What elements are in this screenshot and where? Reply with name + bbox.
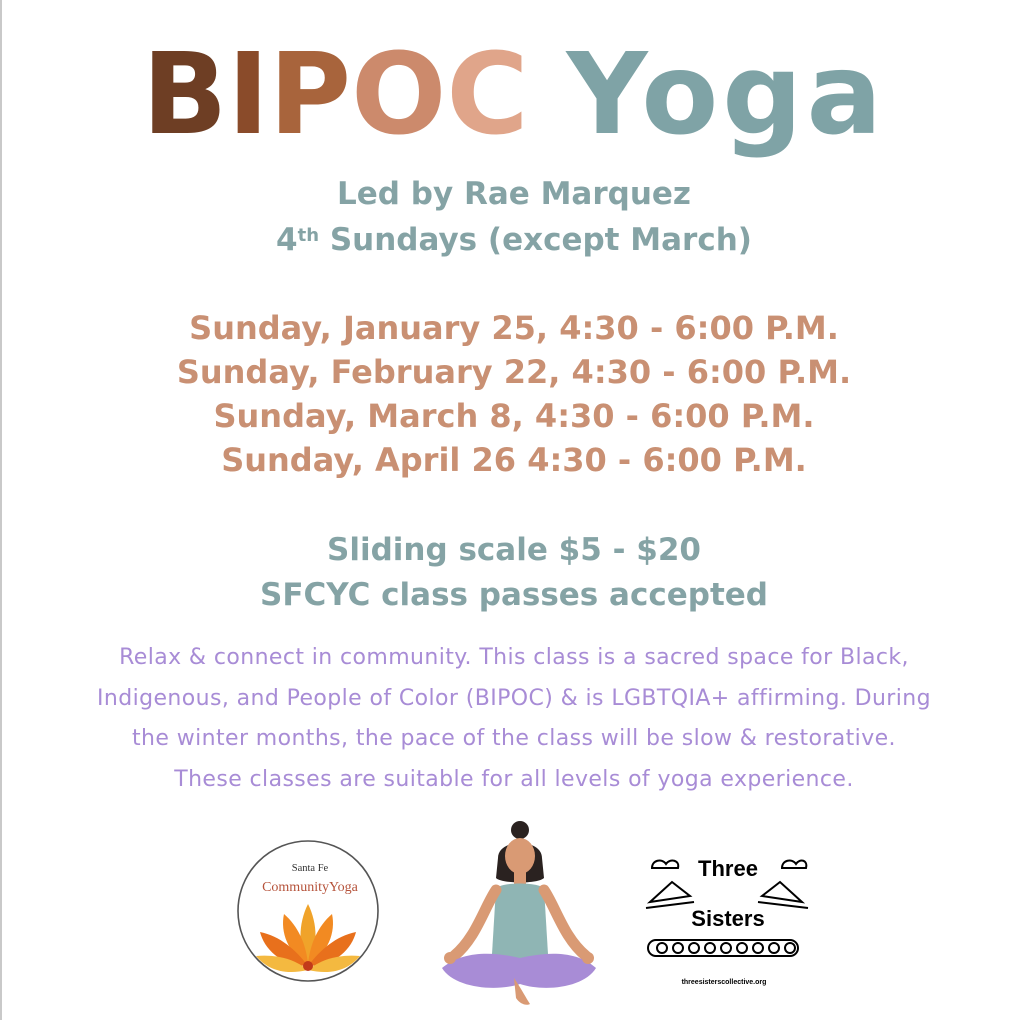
date-item: Sunday, April 26 4:30 - 6:00 P.M. (221, 441, 807, 479)
sfcy-line2: CommunityYoga (262, 880, 358, 895)
meditating-woman-illustration (434, 818, 604, 1010)
sfcy-line1: Santa Fe (291, 863, 329, 874)
title-yoga: Yoga (566, 30, 887, 160)
schedule-text (2, 217, 1024, 263)
title (2, 30, 1024, 160)
three-sisters-collective-logo (642, 846, 812, 996)
class-passes: SFCYC class passes accepted (260, 577, 768, 613)
title-letter: O (351, 30, 447, 160)
description-line: the winter months, the pace of the class will be slow & restorative. (132, 726, 896, 751)
date-item: Sunday, January 25, 4:30 - 6:00 P.M. (189, 309, 839, 347)
description (2, 638, 1024, 800)
date-list (2, 306, 1024, 482)
pattern-band-icon (648, 940, 798, 956)
leader-text: Led by Rae Marquez (337, 176, 691, 212)
description-line: Relax & connect in community. This class is a sacred space for Black, (119, 645, 909, 670)
date-item: Sunday, March 8, 4:30 - 6:00 P.M. (213, 397, 815, 435)
schedule-ordinal: 4 (276, 222, 298, 258)
title-letter: I (227, 30, 269, 160)
sliding-scale: Sliding scale $5 - $20 (327, 532, 701, 568)
description-line: Indigenous, and People of Color (BIPOC) & is LGBTQIA+ affirming. During (97, 685, 931, 711)
three-sisters-url: threesisterscollective.org (681, 979, 767, 986)
schedule-suffix: th (297, 225, 320, 246)
three-sisters-line1: Three (698, 856, 758, 881)
title-letter: P (269, 30, 352, 160)
pricing (2, 528, 1024, 618)
description-line: These classes are suitable for all levels of yoga experience. (174, 766, 854, 792)
title-letter: B (141, 30, 228, 160)
schedule-rest: Sundays (except March) (319, 222, 752, 258)
three-sisters-line2: Sisters (691, 906, 765, 931)
santa-fe-community-yoga-logo (236, 836, 386, 996)
date-item: Sunday, February 22, 4:30 - 6:00 P.M. (176, 353, 852, 391)
title-letter: C (446, 30, 529, 160)
